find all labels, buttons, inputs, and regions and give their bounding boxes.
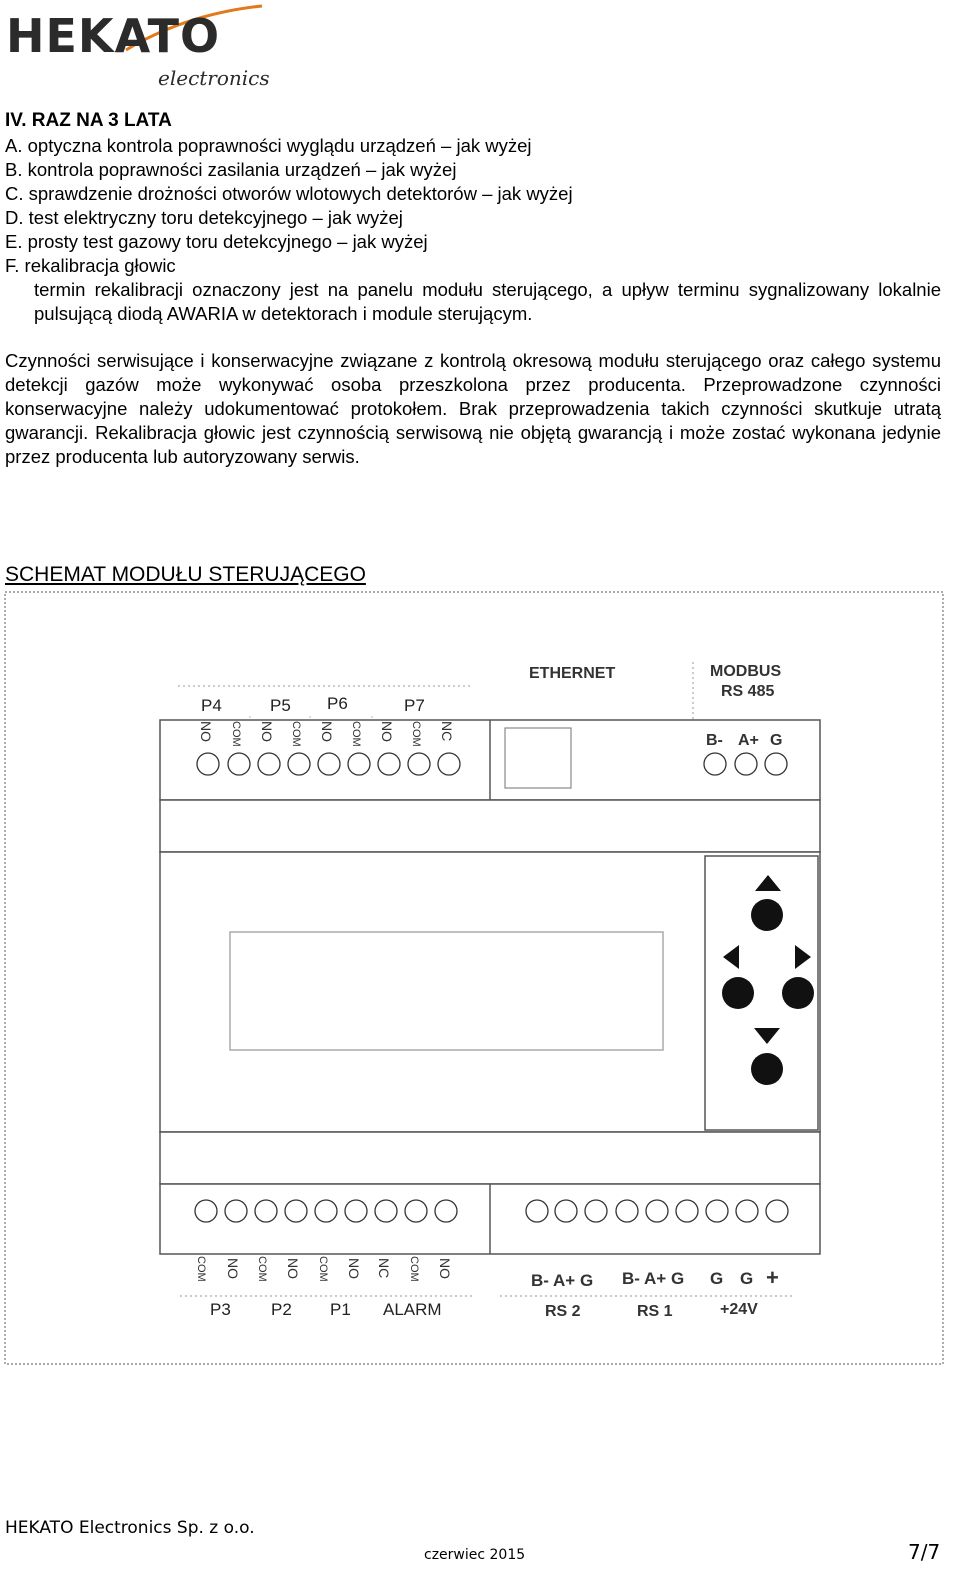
pin-label: COM bbox=[317, 1256, 329, 1282]
pin-label: NO bbox=[259, 721, 275, 742]
footer-date: czerwiec 2015 bbox=[424, 1547, 526, 1563]
schematic-title: SCHEMAT MODUŁU STERUJĄCEGO bbox=[5, 563, 366, 586]
list-item: A. optyczna kontrola poprawności wyglądu urządzeń – jak wyżej bbox=[5, 135, 532, 156]
modbus-pin-a: A+ bbox=[738, 732, 759, 749]
group-label-24v: +24V bbox=[720, 1301, 758, 1318]
group-label-p1: P1 bbox=[330, 1300, 351, 1319]
ethernet-port bbox=[505, 728, 571, 788]
list-item: D. test elektryczny toru detekcyjnego – jak wyżej bbox=[5, 207, 403, 228]
pin-label: COM bbox=[290, 721, 302, 747]
pin-label: NO bbox=[225, 1258, 241, 1279]
pin-label: NO bbox=[437, 1258, 453, 1279]
control-module-diagram bbox=[0, 588, 960, 1368]
right-button bbox=[782, 977, 814, 1009]
down-button bbox=[751, 1053, 783, 1085]
lcd-display bbox=[230, 932, 663, 1050]
ground-pin-2: G bbox=[740, 1269, 754, 1288]
group-label-alarm: ALARM bbox=[383, 1300, 442, 1319]
left-button bbox=[722, 977, 754, 1009]
plus-pin: + bbox=[766, 1265, 779, 1290]
group-label-p6: P6 bbox=[327, 694, 348, 713]
up-button bbox=[751, 899, 783, 931]
group-label-p3: P3 bbox=[210, 1300, 231, 1319]
pin-label: COM bbox=[230, 721, 242, 747]
group-label-p2: P2 bbox=[271, 1300, 292, 1319]
rs2-pins: B- A+ G bbox=[531, 1271, 594, 1290]
list-item: C. sprawdzenie drożności otworów wlotowych detektorów – jak wyżej bbox=[5, 183, 573, 204]
logo-tagline: electronics bbox=[158, 66, 270, 90]
pin-label: NO bbox=[198, 721, 214, 742]
modbus-label: MODBUS bbox=[710, 663, 782, 680]
rs485-label: RS 485 bbox=[721, 683, 775, 700]
pin-label: NC bbox=[439, 721, 455, 742]
recalibration-note: termin rekalibracji oznaczony jest na panelu modułu sterującego, a upływ terminu sygnalizowany lokalnie pulsującą diodą AWARIA w detektorach i module sterującym. bbox=[34, 279, 941, 324]
pin-label: NO bbox=[379, 721, 395, 742]
pin-label: NO bbox=[285, 1258, 301, 1279]
maintenance-list bbox=[5, 134, 941, 326]
group-label-rs2: RS 2 bbox=[545, 1303, 581, 1320]
pin-label: COM bbox=[408, 1256, 420, 1282]
pin-label: COM bbox=[195, 1256, 207, 1282]
modbus-pin-g: G bbox=[770, 732, 783, 749]
group-label-rs1: RS 1 bbox=[637, 1303, 673, 1320]
company-logo bbox=[6, 4, 276, 94]
pin-label: COM bbox=[350, 721, 362, 747]
pin-label: NO bbox=[346, 1258, 362, 1279]
group-label-p5: P5 bbox=[270, 696, 291, 715]
rs1-pins: B- A+ G bbox=[622, 1269, 685, 1288]
footer-company: HEKATO Electronics Sp. z o.o. bbox=[5, 1518, 255, 1538]
section-heading: IV. RAZ NA 3 LATA bbox=[5, 110, 172, 131]
ethernet-label: ETHERNET bbox=[529, 665, 616, 682]
ground-pin-1: G bbox=[710, 1269, 724, 1288]
modbus-pin-b: B- bbox=[706, 732, 723, 749]
logo-brand: HEKATO bbox=[6, 9, 221, 63]
group-label-p4: P4 bbox=[201, 696, 222, 715]
group-label-p7: P7 bbox=[404, 696, 425, 715]
pin-label: COM bbox=[410, 721, 422, 747]
pin-label: COM bbox=[256, 1256, 268, 1282]
list-item: F. rekalibracja głowic bbox=[5, 255, 176, 276]
pin-label: NO bbox=[319, 721, 335, 742]
list-item: B. kontrola poprawności zasilania urządzeń – jak wyżej bbox=[5, 159, 457, 180]
list-item: E. prosty test gazowy toru detekcyjnego – jak wyżej bbox=[5, 231, 428, 252]
service-paragraph: Czynności serwisujące i konserwacyjne związane z kontrolą okresową modułu sterującego oraz całego systemu detekcji gazów może wykonywać osoba przeszkolona przez producenta. Przeprowadzone czynności konserwacyjne należy udokumentować protokołem. Brak przeprowadzenia takich czynności skutkuje utratą gwarancji. Rekalibracja głowic jest czynnością serwisową nie objętą gwarancją i może zostać wykonana jedynie przez producenta lub autoryzowany serwis. bbox=[5, 350, 941, 467]
page-number: 7/7 bbox=[908, 1540, 941, 1564]
pin-label: NC bbox=[376, 1258, 392, 1279]
